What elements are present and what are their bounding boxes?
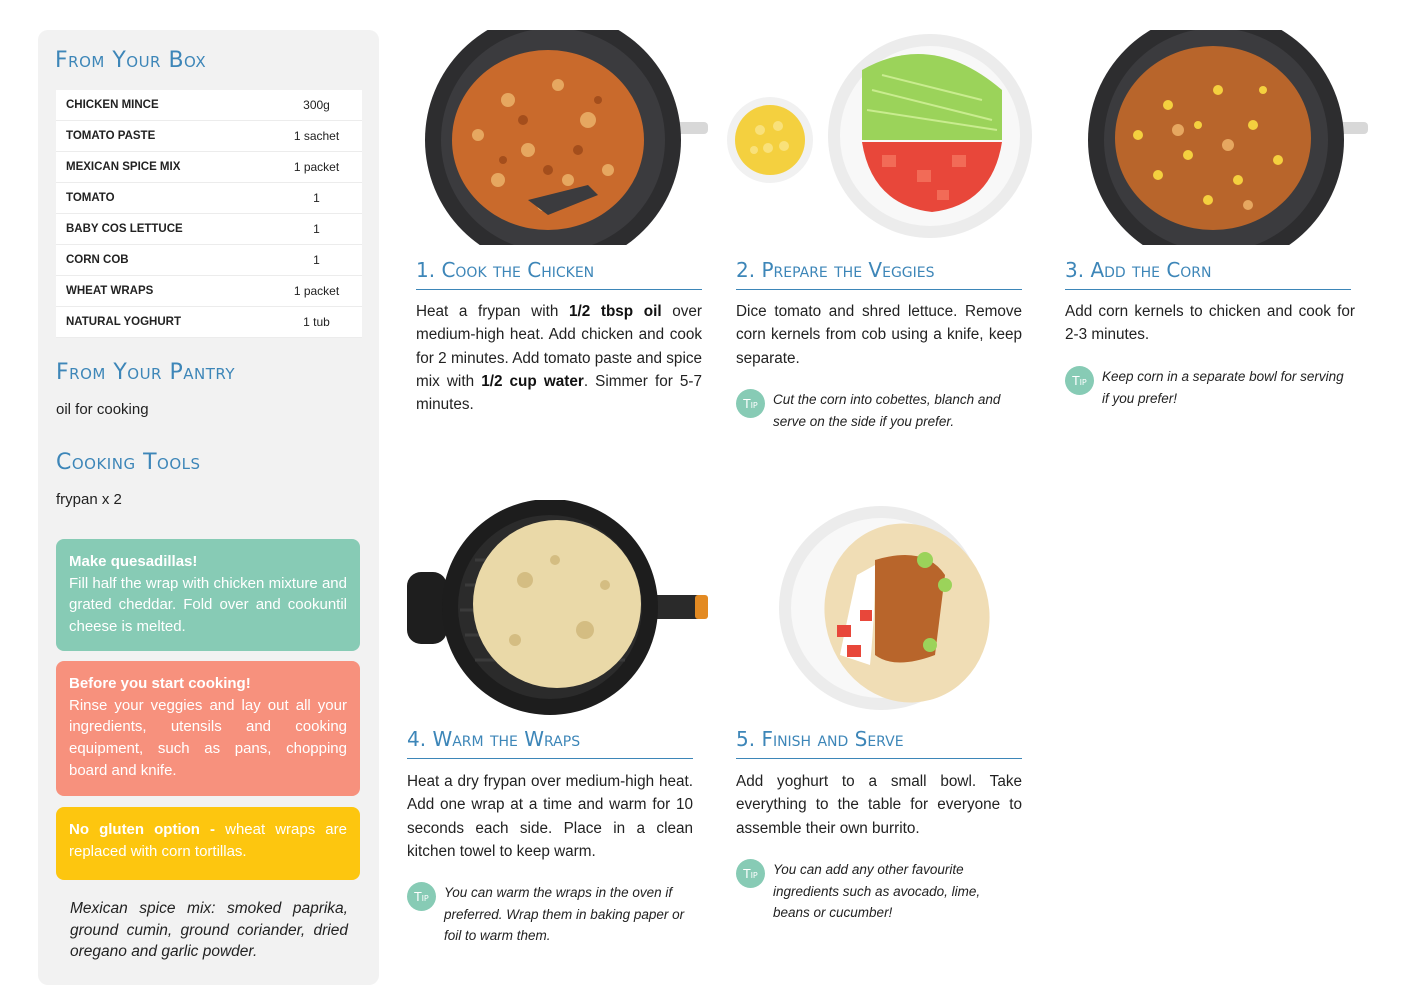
tip-icon: Tip xyxy=(736,859,765,888)
ingredient-qty: 1 xyxy=(271,245,362,276)
gluten-text: wheat wraps are replaced with corn tortillas. xyxy=(69,821,347,860)
gluten-box xyxy=(56,807,360,880)
step-5-tip-text: You can add any other favourite ingredients such as avocado, lime, beans or cucumber! xyxy=(773,862,981,921)
table-row xyxy=(56,121,362,152)
step-5-title: 5. Finish and Serve xyxy=(736,727,1022,759)
corn-pan-image xyxy=(1078,30,1368,245)
ingredient-name: TOMATO xyxy=(56,183,271,214)
from-box-title: From Your Box xyxy=(55,48,207,73)
pantry-text: oil for cooking xyxy=(56,401,149,418)
step-2-title: 2. Prepare the Veggies xyxy=(736,258,1022,290)
before-cooking-box xyxy=(56,661,360,796)
step-2-text: Dice tomato and shred lettuce. Remove corn kernels from cob using a knife, keep separate. xyxy=(736,303,1022,367)
spice-note: Mexican spice mix: smoked paprika, ground cumin, ground coriander, dried oregano and garlic powder. xyxy=(70,900,348,960)
ingredient-name: WHEAT WRAPS xyxy=(56,276,271,307)
gluten-title: No gluten option - xyxy=(69,821,216,838)
step-3-text: Add corn kernels to chicken and cook for 2-3 minutes. xyxy=(1065,303,1355,344)
step-3-title: 3. Add the Corn xyxy=(1065,258,1351,290)
ingredient-qty: 1 xyxy=(271,183,362,214)
step-1-text xyxy=(416,300,702,416)
table-row xyxy=(56,152,362,183)
quesadilla-text: Fill half the wrap with chicken mixture and grated cheddar. Fold over and cookuntil cheese is melted. xyxy=(69,574,347,636)
step-4-text: Heat a dry frypan over medium-high heat. Add one wrap at a time and warm for 10 seconds each side. Place in a clean kitchen towel to keep warm. xyxy=(407,773,693,860)
step-5-tip xyxy=(736,859,1016,924)
before-cooking-text: Rinse your veggies and lay out all your ingredients, utensils and cooking equipment, such as pans, chopping board and knife. xyxy=(69,696,347,779)
step-3-tip xyxy=(1065,366,1345,409)
ingredient-qty: 1 packet xyxy=(271,152,362,183)
ingredient-qty: 1 sachet xyxy=(271,121,362,152)
table-row xyxy=(56,276,362,307)
ingredient-name: MEXICAN SPICE MIX xyxy=(56,152,271,183)
step-3-tip-text: Keep corn in a separate bowl for serving if you prefer! xyxy=(1102,369,1344,406)
step-4-tip-text: You can warm the wraps in the oven if preferred. Wrap them in baking paper or foil to warm them. xyxy=(444,885,685,944)
ingredient-name: CHICKEN MINCE xyxy=(56,90,271,121)
ingredient-qty: 300g xyxy=(271,90,362,121)
ingredient-qty: 1 xyxy=(271,214,362,245)
pantry-title: From Your Pantry xyxy=(56,360,235,385)
table-row xyxy=(56,214,362,245)
quesadilla-box xyxy=(56,539,360,651)
before-cooking-title: Before you start cooking! xyxy=(69,675,251,692)
step-1-oil-amount: 1/2 tbsp oil xyxy=(568,303,662,320)
step-5-text: Add yoghurt to a small bowl. Take everything to the table for everyone to assemble their own burrito. xyxy=(736,773,1022,837)
step-1-text-part: . Simmer for 5-7 minutes. xyxy=(416,372,702,414)
step-2-tip xyxy=(736,389,1016,432)
table-row xyxy=(56,183,362,214)
step-1-text-part: over medium-high heat. Add chicken and cook for 2 minutes. Add tomato paste and spice mix with xyxy=(416,303,702,390)
step-1-title: 1. Cook the Chicken xyxy=(416,258,702,290)
ingredient-name: BABY COS LETTUCE xyxy=(56,214,271,245)
veggies-image xyxy=(722,30,1037,245)
step-4-title: 4. Warm the Wraps xyxy=(407,727,693,759)
tip-icon: Tip xyxy=(407,882,436,911)
step-2-tip-text: Cut the corn into cobettes, blanch and serve on the side if you prefer. xyxy=(773,392,1001,429)
step-4-tip xyxy=(407,882,697,947)
tip-icon: Tip xyxy=(1065,366,1094,395)
step-1-water-amount: 1/2 cup water xyxy=(481,372,584,390)
tools-text: frypan x 2 xyxy=(56,491,122,508)
chicken-pan-image xyxy=(408,30,708,245)
ingredient-name: NATURAL YOGHURT xyxy=(56,307,271,338)
ingredient-name: TOMATO PASTE xyxy=(56,121,271,152)
quesadilla-title: Make quesadillas! xyxy=(69,553,198,570)
ingredient-qty: 1 tub xyxy=(271,307,362,338)
ingredient-qty: 1 packet xyxy=(271,276,362,307)
wrap-pan-image xyxy=(405,500,710,715)
tools-title: Cooking Tools xyxy=(56,450,201,475)
table-row xyxy=(56,307,362,338)
table-row xyxy=(56,90,362,121)
ingredient-name: CORN COB xyxy=(56,245,271,276)
tip-icon: Tip xyxy=(736,389,765,418)
table-row xyxy=(56,245,362,276)
step-1-text-part: Heat a frypan with xyxy=(416,303,569,320)
burrito-plate-image xyxy=(775,505,990,715)
ingredients-table xyxy=(56,90,362,338)
